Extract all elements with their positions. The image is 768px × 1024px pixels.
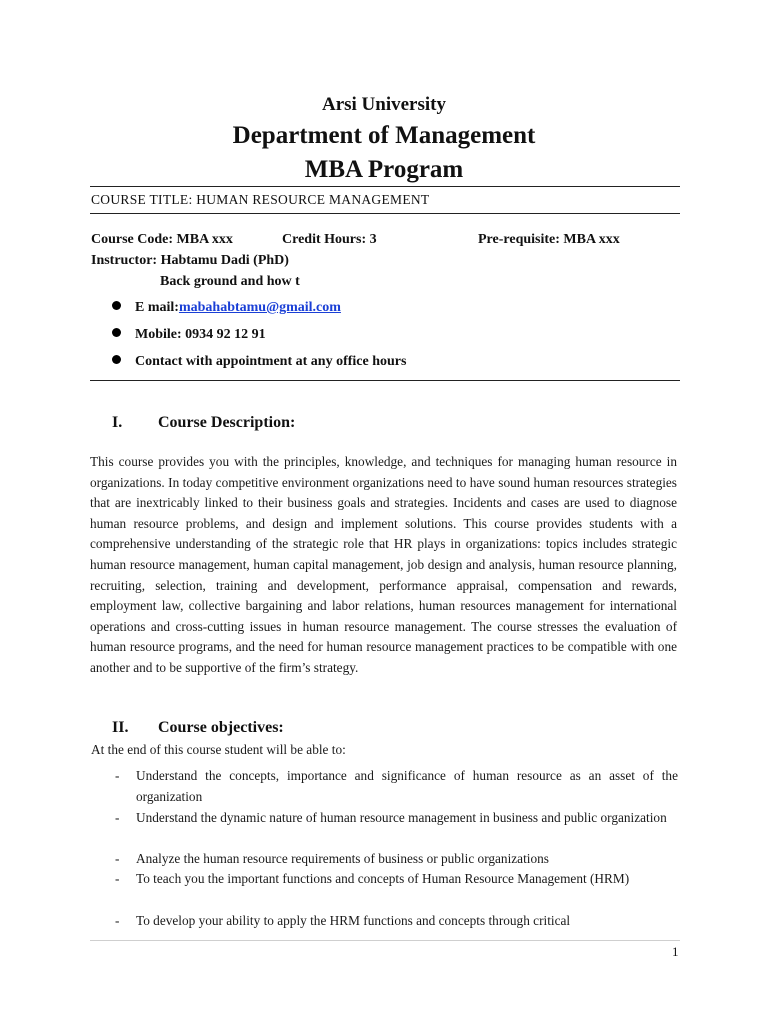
section-number: II. bbox=[112, 719, 129, 736]
instructor: Instructor: Habtamu Dadi (PhD) bbox=[91, 253, 289, 268]
objectives-intro: At the end of this course student will be able to: bbox=[91, 742, 346, 757]
email-link[interactable]: mabahabtamu@gmail.com bbox=[178, 300, 341, 315]
objective-item: - Understand the concepts, importance and significance of human resource as an asset of the organization bbox=[115, 768, 678, 804]
section-title: Course Description: bbox=[158, 414, 296, 431]
objective-item: - Understand the dynamic nature of human resource management in business and public organization bbox=[115, 810, 667, 825]
contact-mobile-item bbox=[112, 327, 266, 343]
prerequisite: Pre-requisite: MBA xxx bbox=[478, 232, 620, 247]
course-title: COURSE TITLE: HUMAN RESOURCE MANAGEMENT bbox=[91, 192, 430, 207]
program-title: MBA Program bbox=[304, 156, 464, 183]
contact-rule bbox=[90, 380, 680, 381]
bullet-icon bbox=[112, 301, 121, 310]
top-rule bbox=[90, 186, 680, 187]
section-course-objectives-heading bbox=[112, 719, 284, 737]
section-title: Course objectives: bbox=[158, 719, 284, 736]
email-label: E mail: bbox=[135, 300, 179, 315]
section-number: I. bbox=[112, 414, 123, 431]
objective-item: - Analyze the human resource requirements of business or public organizations bbox=[115, 851, 549, 866]
background-note: Back ground and how t bbox=[160, 274, 300, 289]
appointment-text: Contact with appointment at any office hours bbox=[135, 354, 407, 369]
course-code: Course Code: MBA xxx bbox=[91, 232, 233, 247]
objective-item: - To teach you the important functions and concepts of Human Resource Management (HRM) bbox=[115, 871, 630, 886]
contact-email-item bbox=[112, 300, 341, 316]
bullet-icon bbox=[112, 355, 121, 364]
credit-hours: Credit Hours: 3 bbox=[282, 232, 377, 247]
department-title: Department of Management bbox=[232, 122, 536, 149]
section-course-description-heading bbox=[112, 414, 295, 432]
course-description-paragraph: This course provides you with the principles, knowledge, and techniques for managing human resource in organizations. In today competitive environment organizations need to have sound human resources strategies that are inextricably linked to their business goals and strategies. Incidents and cases are used to diagnose human resource problems, and design and implement solutions. This course provides students with a comprehensive understanding of the strategic role that HR plays in organizations: topics includes strategic human resource management, human capital management, job design and analysis, human resource planning, recruiting, selection, training and development, performance appraisal, compensation and rewards, employment law, collective bargaining and labor relations, human resources management for international operations and cross-cutting issues in human resource management. The course stresses the evaluation of human resource programs, and the need for human resource management practices to be compatible with one another and to be supportive of the firm’s strategy. bbox=[90, 454, 677, 675]
contact-appointment-item bbox=[112, 354, 406, 370]
bullet-icon bbox=[112, 328, 121, 337]
objective-item: - To develop your ability to apply the HRM functions and concepts through critical bbox=[115, 913, 571, 928]
footer-rule bbox=[90, 940, 680, 941]
university-name: Arsi University bbox=[321, 94, 446, 115]
page-number: 1 bbox=[672, 944, 679, 959]
course-title-rule bbox=[90, 213, 680, 214]
mobile-text: Mobile: 0934 92 12 91 bbox=[135, 327, 266, 342]
